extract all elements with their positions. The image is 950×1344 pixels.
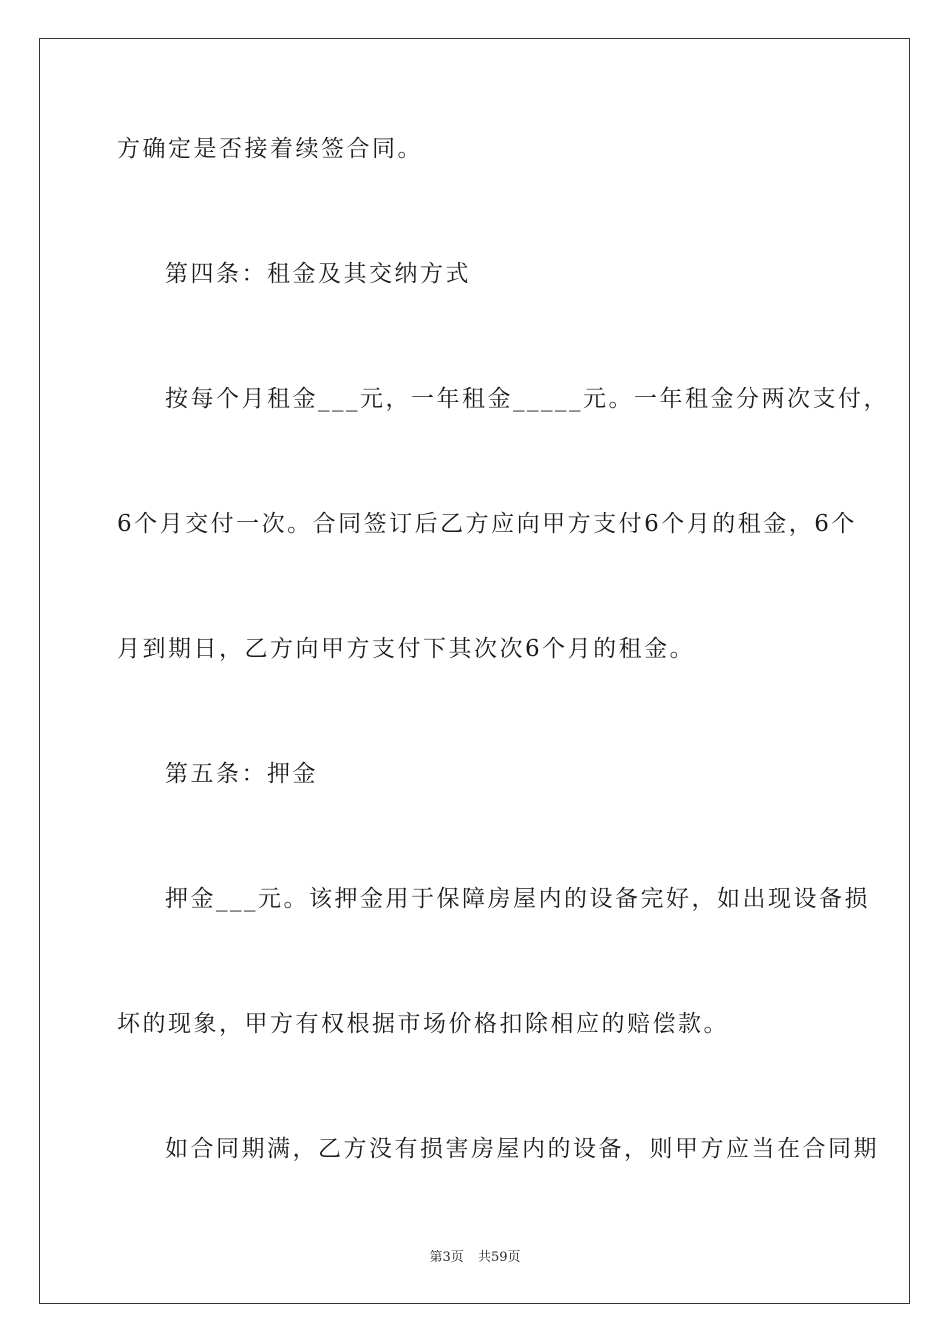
body-line-deposit-2: 坏的现象，甲方有权根据市场价格扣除相应的赔偿款。 [117, 1011, 729, 1037]
body-line-1: 方确定是否接着续签合同。 [117, 136, 423, 162]
body-line-deposit-3: 如合同期满，乙方没有损害房屋内的设备，则甲方应当在合同期 [165, 1136, 879, 1162]
body-line-rent-3: 月到期日，乙方向甲方支付下其次次6个月的租金。 [117, 636, 696, 662]
page-footer [0, 1246, 950, 1265]
body-line-rent-1: 按每个月租金___元，一年租金_____元。一年租金分两次支付， [165, 386, 889, 412]
page-number-total: 共59页 [477, 1250, 521, 1265]
section-heading-article-5: 第五条：押金 [165, 761, 318, 787]
body-line-rent-2: 6个月交付一次。合同签订后乙方应向甲方支付6个月的租金，6个 [117, 511, 857, 537]
section-heading-article-4: 第四条：租金及其交纳方式 [165, 261, 471, 287]
body-line-deposit-1: 押金___元。该押金用于保障房屋内的设备完好，如出现设备损 [165, 886, 870, 912]
page-border [39, 38, 910, 1304]
page-number-current: 第3页 [429, 1250, 464, 1265]
